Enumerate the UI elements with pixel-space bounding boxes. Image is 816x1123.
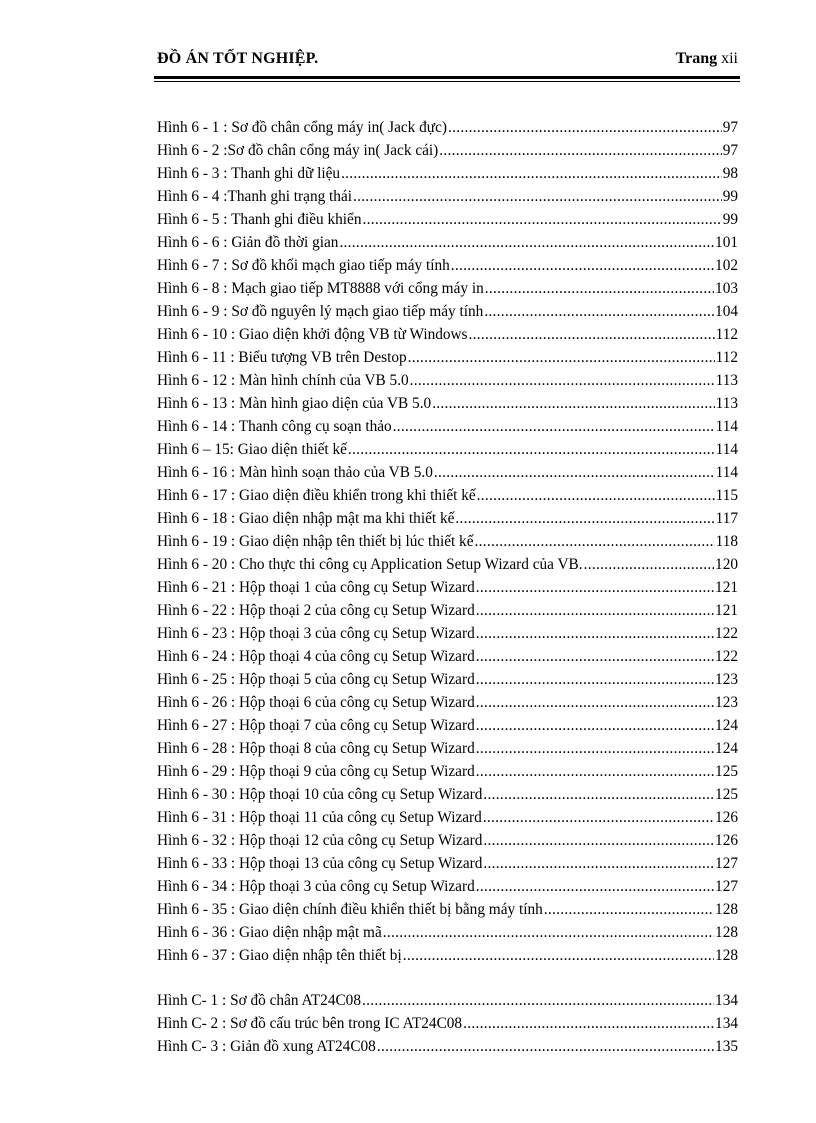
- toc-entry-page: 124: [715, 740, 738, 757]
- toc-entry-label: Hình 6 - 8 : Mạch giao tiếp MT8888 với cổng máy in: [157, 280, 484, 297]
- toc-entry-page: 104: [715, 303, 738, 320]
- toc-entry-page: 112: [715, 326, 738, 343]
- list-of-figures: [157, 119, 738, 1061]
- toc-entry-page: 117: [715, 510, 738, 527]
- dot-leader: [476, 625, 714, 643]
- document-title: ĐỒ ÁN TỐT NGHIỆP.: [157, 50, 319, 67]
- toc-entry-page: 123: [715, 671, 738, 688]
- toc-entry: [157, 671, 738, 694]
- toc-entry-label: Hình 6 - 21 : Hộp thoại 1 của công cụ Setup Wizard: [157, 579, 475, 596]
- toc-entry: [157, 1015, 738, 1038]
- toc-entry: [157, 625, 738, 648]
- toc-entry: [157, 832, 738, 855]
- toc-entry: [157, 510, 738, 533]
- toc-entry-label: Hình 6 - 1 : Sơ đồ chân cổng máy in( Jack đực): [157, 119, 447, 136]
- toc-entry-page: 124: [715, 717, 738, 734]
- dot-leader: [475, 533, 715, 551]
- toc-entry: [157, 303, 738, 326]
- chapter-6-figures: [157, 119, 738, 970]
- toc-entry: [157, 579, 738, 602]
- toc-entry: [157, 809, 738, 832]
- dot-leader: [476, 648, 714, 666]
- toc-entry: [157, 211, 738, 234]
- toc-entry-page: 103: [715, 280, 738, 297]
- toc-entry-page: 125: [715, 763, 738, 780]
- toc-entry: [157, 418, 738, 441]
- toc-entry: [157, 395, 738, 418]
- dot-leader: [477, 487, 715, 505]
- header-rule-thick: [154, 76, 740, 79]
- toc-entry-page: 121: [715, 602, 738, 619]
- dot-leader: [408, 349, 715, 367]
- toc-entry-page: 101: [715, 234, 738, 251]
- toc-entry: [157, 349, 738, 372]
- toc-entry-label: Hình 6 - 6 : Giản đồ thời gian: [157, 234, 339, 251]
- toc-entry-label: Hình 6 - 36 : Giao diện nhập mật mã: [157, 924, 382, 941]
- toc-entry-page: 120: [715, 556, 738, 573]
- toc-entry-label: Hình 6 - 12 : Màn hình chính của VB 5.0: [157, 372, 409, 389]
- toc-entry: [157, 326, 738, 349]
- dot-leader: [544, 901, 714, 919]
- dot-leader: [362, 992, 714, 1010]
- page-header: [157, 50, 738, 74]
- toc-entry: [157, 855, 738, 878]
- toc-entry-label: Hình 6 - 7 : Sơ đồ khối mạch giao tiếp máy tính: [157, 257, 450, 274]
- toc-entry-page: 122: [715, 625, 738, 642]
- toc-entry-label: Hình 6 - 22 : Hộp thoại 2 của công cụ Setup Wizard: [157, 602, 475, 619]
- dot-leader: [448, 119, 722, 137]
- toc-entry: [157, 234, 738, 257]
- toc-entry-label: Hình 6 - 28 : Hộp thoại 8 của công cụ Setup Wizard: [157, 740, 475, 757]
- dot-leader: [463, 1015, 714, 1033]
- toc-entry-page: 127: [715, 855, 738, 872]
- toc-entry-page: 114: [715, 418, 738, 435]
- toc-entry: [157, 992, 738, 1015]
- toc-entry-label: Hình 6 - 29 : Hộp thoại 9 của công cụ Setup Wizard: [157, 763, 475, 780]
- dot-leader: [363, 211, 722, 229]
- toc-entry-label: Hình 6 - 27 : Hộp thoại 7 của công cụ Setup Wizard: [157, 717, 475, 734]
- toc-entry-label: Hình C- 3 : Giản đồ xung AT24C08: [157, 1038, 376, 1055]
- toc-entry-page: 99: [722, 211, 738, 228]
- toc-entry: [157, 740, 738, 763]
- toc-entry-page: 127: [715, 878, 738, 895]
- toc-entry: [157, 441, 738, 464]
- toc-entry: [157, 165, 738, 188]
- appendix-c-figures: [157, 992, 738, 1061]
- dot-leader: [348, 441, 715, 459]
- dot-leader: [476, 579, 714, 597]
- toc-entry-label: Hình C- 1 : Sơ đồ chân AT24C08: [157, 992, 361, 1009]
- dot-leader: [410, 372, 715, 390]
- toc-entry: [157, 763, 738, 786]
- toc-entry-label: Hình 6 - 13 : Màn hình giao diện của VB 5.0: [157, 395, 432, 412]
- toc-entry-label: Hình 6 - 34 : Hộp thoại 3 của công cụ Setup Wizard: [157, 878, 475, 895]
- toc-entry: [157, 487, 738, 510]
- dot-leader: [476, 671, 714, 689]
- toc-entry-label: Hình 6 - 24 : Hộp thoại 4 của công cụ Setup Wizard: [157, 648, 475, 665]
- toc-entry-page: 123: [715, 694, 738, 711]
- toc-entry: [157, 464, 738, 487]
- toc-entry: [157, 878, 738, 901]
- dot-leader: [584, 556, 714, 574]
- dot-leader: [476, 740, 714, 758]
- toc-entry-label: Hình 6 - 35 : Giao diện chính điều khiển thiết bị bằng máy tính: [157, 901, 543, 918]
- toc-entry-label: Hình 6 - 10 : Giao diện khởi động VB từ Windows: [157, 326, 468, 343]
- toc-entry-page: 102: [715, 257, 738, 274]
- toc-entry-page: 134: [715, 1015, 738, 1032]
- dot-leader: [476, 694, 714, 712]
- dot-leader: [432, 395, 714, 413]
- toc-entry: [157, 280, 738, 303]
- toc-entry-label: Hình 6 - 37 : Giao diện nhập tên thiết bị: [157, 947, 402, 964]
- toc-entry-page: 121: [715, 579, 738, 596]
- toc-entry-page: 135: [715, 1038, 738, 1055]
- dot-leader: [476, 878, 714, 896]
- toc-entry-label: Hình 6 - 17 : Giao diện điều khiển trong khi thiết kế: [157, 487, 476, 504]
- toc-entry-page: 128: [715, 901, 738, 918]
- toc-entry: [157, 694, 738, 717]
- toc-entry: [157, 648, 738, 671]
- dot-leader: [483, 809, 714, 827]
- toc-entry: [157, 533, 738, 556]
- toc-entry-page: 114: [715, 464, 738, 481]
- dot-leader: [469, 326, 715, 344]
- toc-entry-page: 128: [715, 924, 738, 941]
- toc-entry-label: Hình 6 - 14 : Thanh công cụ soạn thảo: [157, 418, 392, 435]
- toc-entry-label: Hình 6 - 25 : Hộp thoại 5 của công cụ Setup Wizard: [157, 671, 475, 688]
- toc-entry: [157, 119, 738, 142]
- dot-leader: [483, 832, 714, 850]
- dot-leader: [483, 786, 714, 804]
- dot-leader: [434, 464, 715, 482]
- page-number: [676, 50, 738, 68]
- toc-entry-label: Hình 6 - 3 : Thanh ghi dữ liệu: [157, 165, 341, 182]
- toc-entry-page: 114: [715, 441, 738, 458]
- toc-entry: [157, 1038, 738, 1061]
- toc-entry-label: Hình C- 2 : Sơ đồ cấu trúc bên trong IC AT24C08: [157, 1015, 463, 1032]
- toc-entry-page: 98: [722, 165, 738, 182]
- page-number-value: xii: [721, 50, 738, 67]
- toc-entry-page: 122: [715, 648, 738, 665]
- toc-entry: [157, 142, 738, 165]
- dot-leader: [403, 947, 714, 965]
- dot-leader: [483, 855, 714, 873]
- dot-leader: [339, 234, 714, 252]
- toc-entry: [157, 901, 738, 924]
- toc-entry: [157, 924, 738, 947]
- toc-entry-page: 113: [715, 395, 738, 412]
- toc-entry-label: Hình 6 - 26 : Hộp thoại 6 của công cụ Setup Wizard: [157, 694, 475, 711]
- toc-entry-page: 112: [715, 349, 738, 366]
- toc-entry: [157, 717, 738, 740]
- toc-entry: [157, 947, 738, 970]
- toc-entry-page: 118: [715, 533, 738, 550]
- toc-entry-label: Hình 6 - 11 : Biểu tượng VB trên Destop: [157, 349, 407, 366]
- page-word: Trang: [675, 50, 718, 67]
- dot-leader: [451, 257, 714, 275]
- dot-leader: [383, 924, 714, 942]
- toc-entry-label: Hình 6 - 9 : Sơ đồ nguyên lý mạch giao tiếp máy tính: [157, 303, 484, 320]
- dot-leader: [476, 602, 714, 620]
- toc-entry: [157, 602, 738, 625]
- toc-entry-label: Hình 6 - 4 :Thanh ghi trạng thái: [157, 188, 352, 205]
- header-rule-thin: [154, 81, 740, 82]
- toc-entry: [157, 556, 738, 579]
- toc-entry-page: 134: [715, 992, 738, 1009]
- toc-entry-page: 126: [715, 832, 738, 849]
- dot-leader: [485, 280, 714, 298]
- dot-leader: [341, 165, 722, 183]
- dot-leader: [439, 142, 721, 160]
- toc-entry-label: Hình 6 - 19 : Giao diện nhập tên thiết bị lúc thiết kế: [157, 533, 474, 550]
- dot-leader: [393, 418, 715, 436]
- toc-entry-label: Hình 6 - 20 : Cho thực thi công cụ Application Setup Wizard của VB.: [157, 556, 583, 573]
- toc-entry: [157, 257, 738, 280]
- toc-entry-page: 126: [715, 809, 738, 826]
- toc-entry-page: 99: [722, 188, 738, 205]
- dot-leader: [455, 510, 714, 528]
- toc-entry-label: Hình 6 – 15: Giao diện thiết kế: [157, 441, 347, 458]
- dot-leader: [353, 188, 722, 206]
- toc-entry: [157, 786, 738, 809]
- toc-entry-label: Hình 6 - 5 : Thanh ghi điều khiển: [157, 211, 362, 228]
- toc-entry: [157, 188, 738, 211]
- toc-entry-page: 97: [722, 142, 738, 159]
- toc-entry-label: Hình 6 - 2 :Sơ đồ chân cổng máy in( Jack cái): [157, 142, 439, 159]
- dot-leader: [476, 717, 714, 735]
- toc-entry-label: Hình 6 - 32 : Hộp thoại 12 của công cụ Setup Wizard: [157, 832, 483, 849]
- dot-leader: [377, 1038, 714, 1056]
- toc-entry-label: Hình 6 - 31 : Hộp thoại 11 của công cụ Setup Wizard: [157, 809, 482, 826]
- toc-entry-label: Hình 6 - 33 : Hộp thoại 13 của công cụ Setup Wizard: [157, 855, 483, 872]
- toc-entry-label: Hình 6 - 23 : Hộp thoại 3 của công cụ Setup Wizard: [157, 625, 475, 642]
- toc-entry-label: Hình 6 - 16 : Màn hình soạn thảo của VB 5.0: [157, 464, 433, 481]
- toc-entry: [157, 372, 738, 395]
- toc-entry-page: 125: [715, 786, 738, 803]
- section-gap: [157, 970, 738, 992]
- dot-leader: [476, 763, 714, 781]
- toc-entry-page: 97: [722, 119, 738, 136]
- toc-entry-label: Hình 6 - 18 : Giao diện nhập mật ma khi thiết kế: [157, 510, 455, 527]
- toc-entry-label: Hình 6 - 30 : Hộp thoại 10 của công cụ Setup Wizard: [157, 786, 483, 803]
- dot-leader: [484, 303, 714, 321]
- toc-entry-page: 128: [715, 947, 738, 964]
- toc-entry-page: 115: [715, 487, 738, 504]
- toc-entry-page: 113: [715, 372, 738, 389]
